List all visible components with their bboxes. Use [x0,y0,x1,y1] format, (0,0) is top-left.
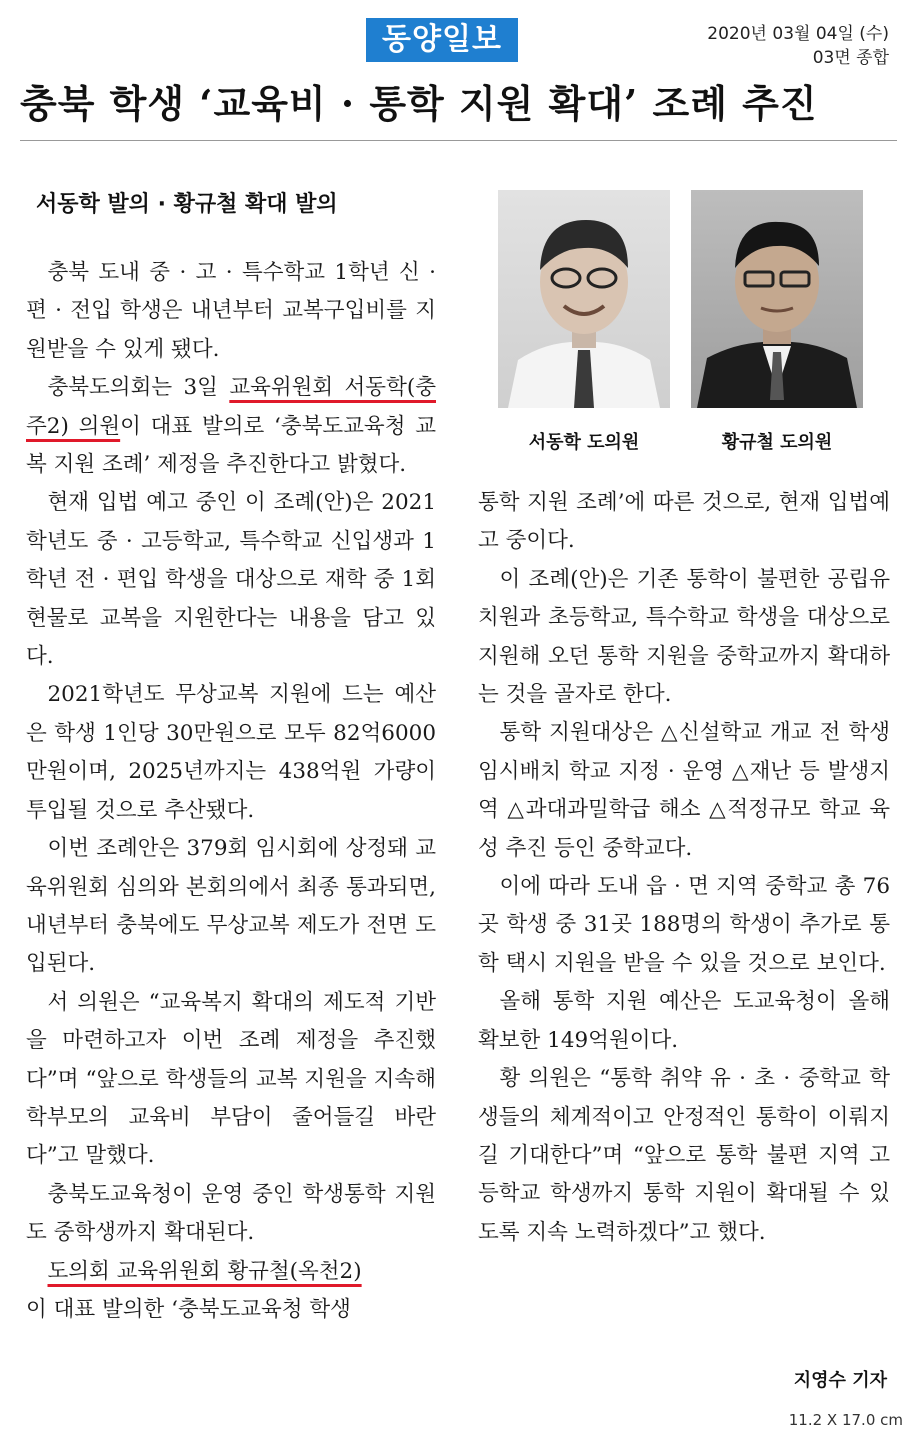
dateline [707,22,889,70]
highlighted-name: 도의회 교육위원회 황규철(옥천2) [47,1258,362,1284]
paragraph: 서 의원은 “교육복지 확대의 제도적 기반을 마련하고자 이번 조례 제정을 추진했다”며 “앞으로 학생들의 교복 지원을 지속해 학부모의 교육비 부담이 줄어들길 바란다”고 말했다. [26,989,436,1169]
article-column-right [478,484,890,1252]
paragraph: 통학 지원대상은 △신설학교 개교 전 학생 임시배치 학교 지정 · 운영 △재난 등 발생지역 △과대과밀학급 해소 △적정규모 학교 육성 추진 등인 중학교다. [478,720,890,861]
paragraph: 통학 지원 조례’에 따른 것으로, 현재 입법예고 중이다. [478,490,890,554]
paragraph: 충북 도내 중 · 고 · 특수학교 1학년 신 · 편 · 전입 학생은 내년부터 교복구입비를 지원받을 수 있게 됐다. [26,260,436,362]
headline-divider [20,140,897,141]
photo-caption: 황규철 도의원 [721,432,833,453]
highlighted-name: 교육위원회 서동학(충주2) 의원 [26,375,436,439]
portrait-photo-icon [691,190,863,408]
paragraph: 2021학년도 무상교복 지원에 드는 예산은 학생 1인당 30만원으로 모두 82억6000만원이며, 2025년까지는 438억원 가량이 투입될 것으로 추산됐다. [26,682,436,823]
paragraph-text: 이 대표 발의로 ‘충북도교육청 교복 지원 조례’ 제정을 추진한다고 밝혔다. [26,413,436,478]
paragraph: 이번 조례안은 379회 임시회에 상정돼 교육위원회 심의와 본회의에서 최종 통과되면, 내년부터 충북에도 무상교복 제도가 전면 도입된다. [26,836,436,977]
reporter-byline: 지영수 기자 [793,1370,887,1391]
paragraph: 현재 입법 예고 중인 이 조례(안)은 2021학년도 중 · 고등학교, 특수학교 신입생과 1학년 전 · 편입 학생을 대상으로 재학 중 1회 현물로 교복을 지원한다는 내용을 담고 있다. [26,490,436,670]
paragraph: 올해 통학 지원 예산은 도교육청이 올해 확보한 149억원이다. [478,989,890,1053]
clipping-size: 11.2 X 17.0 cm [788,1411,903,1429]
paragraph: 충북도교육청이 운영 중인 학생통학 지원도 중학생까지 확대된다. [26,1181,436,1246]
photo-caption: 서동학 도의원 [528,432,640,453]
article-column-left [26,254,436,1329]
paragraph: 황 의원은 “통학 취약 유 · 초 · 중학교 학생들의 체계적이고 안정적인 통학이 이뤄지길 기대한다”며 “앞으로 통학 불편 지역 고등학교 학생까지 통학 지원이 확대될 수 있도록 지속 노력하겠다”고 했다. [478,1066,890,1245]
paragraph-text: 이 대표 발의한 ‘충북도교육청 학생 [26,1296,351,1322]
paragraph-text: 충북도의회는 3일 [47,375,230,401]
article-subhead: 서동학 발의 · 황규철 확대 발의 [36,192,338,217]
publication-date: 2020년 03월 04일 (수) [707,24,889,44]
paragraph [26,369,436,484]
portrait-photo-icon [498,190,670,408]
article-headline: 충북 학생 ‘교육비 · 통학 지원 확대’ 조례 추진 [20,81,818,126]
portrait-photo-seo [498,190,670,408]
paragraph: 이 조례(안)은 기존 통학이 불편한 공립유치원과 초등학교, 특수학교 학생을 대상으로 지원해 오던 통학 지원을 중학교까지 확대하는 것을 골자로 한다. [478,566,890,708]
paragraph [26,1253,436,1330]
portrait-photo-hwang [691,190,863,408]
page-section: 03면 종합 [812,48,889,68]
paragraph: 이에 따라 도내 읍 · 면 지역 중학교 총 76곳 학생 중 31곳 188명의 학생이 추가로 통학 택시 지원을 받을 수 있을 것으로 보인다. [478,874,890,976]
newspaper-masthead: 동양일보 [366,18,518,62]
